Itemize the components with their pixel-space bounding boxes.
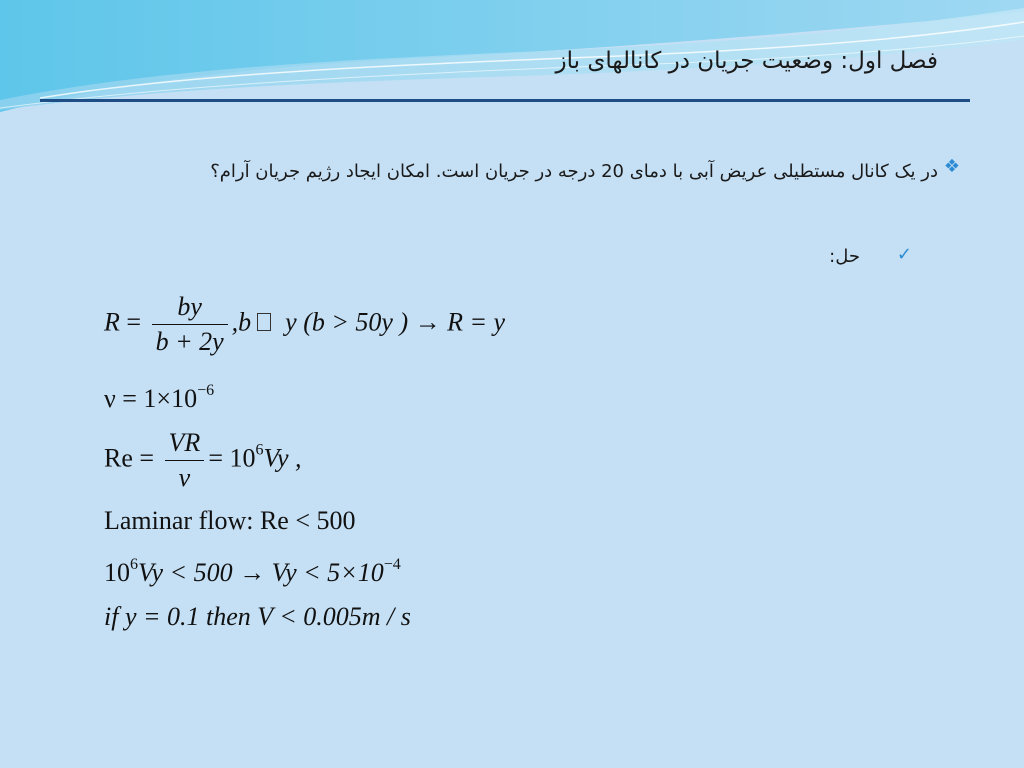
equation-result (104, 602, 411, 632)
slide-title: فصل اول: وضعیت جریان در کانالهای باز (555, 48, 938, 74)
eq3-denominator: ν (165, 460, 205, 493)
eq3-fraction (165, 428, 205, 493)
eq5-mid: Vy < 500 → Vy < 5×10 (138, 558, 384, 587)
eq1-rest: y (b > 50y ) → R = y (285, 307, 506, 337)
eq4-text: Laminar flow: Re < 500 (104, 506, 356, 535)
eq3-numerator: VR (168, 428, 201, 457)
eq5-pre: 10 (104, 558, 130, 587)
eq1-denominator: b + 2y (152, 324, 228, 357)
eq1-equals: = (126, 307, 142, 337)
eq5-exponent-1: 6 (130, 556, 138, 573)
equation-laminar-condition (104, 506, 356, 536)
missing-glyph-box-icon (257, 313, 271, 331)
eq1-lhs: R (104, 307, 120, 337)
eq2-text: ν = 1×10 (104, 384, 198, 413)
title-underline (40, 99, 970, 102)
solution-label: حل: (829, 246, 860, 267)
equation-viscosity (104, 382, 214, 414)
eq1-fraction (152, 292, 228, 357)
checkmark-icon: ✓ (896, 244, 912, 265)
eq3-lhs: Re = (104, 443, 155, 473)
eq6-text: if y = 0.1 then V < 0.005m / s (104, 602, 411, 631)
eq3-rest: Vy , (263, 443, 302, 473)
equation-hydraulic-radius (104, 292, 505, 357)
equation-reynolds (104, 428, 302, 493)
eq3-mid: = 10 (208, 443, 256, 473)
problem-text: در یک کانال مستطیلی عریض آبی با دمای 20 درجه در جریان است. امکان ایجاد رژیم جریان آرام؟ (210, 161, 938, 182)
eq2-exponent: −6 (197, 382, 215, 399)
eq1-mid: ,b (231, 307, 252, 337)
eq1-numerator: by (177, 292, 202, 321)
eq5-exponent-2: −4 (383, 556, 401, 573)
equation-velocity-depth (104, 556, 401, 588)
eq3-exponent: 6 (255, 441, 264, 459)
diamond-bullet-icon: ❖ (943, 156, 960, 177)
